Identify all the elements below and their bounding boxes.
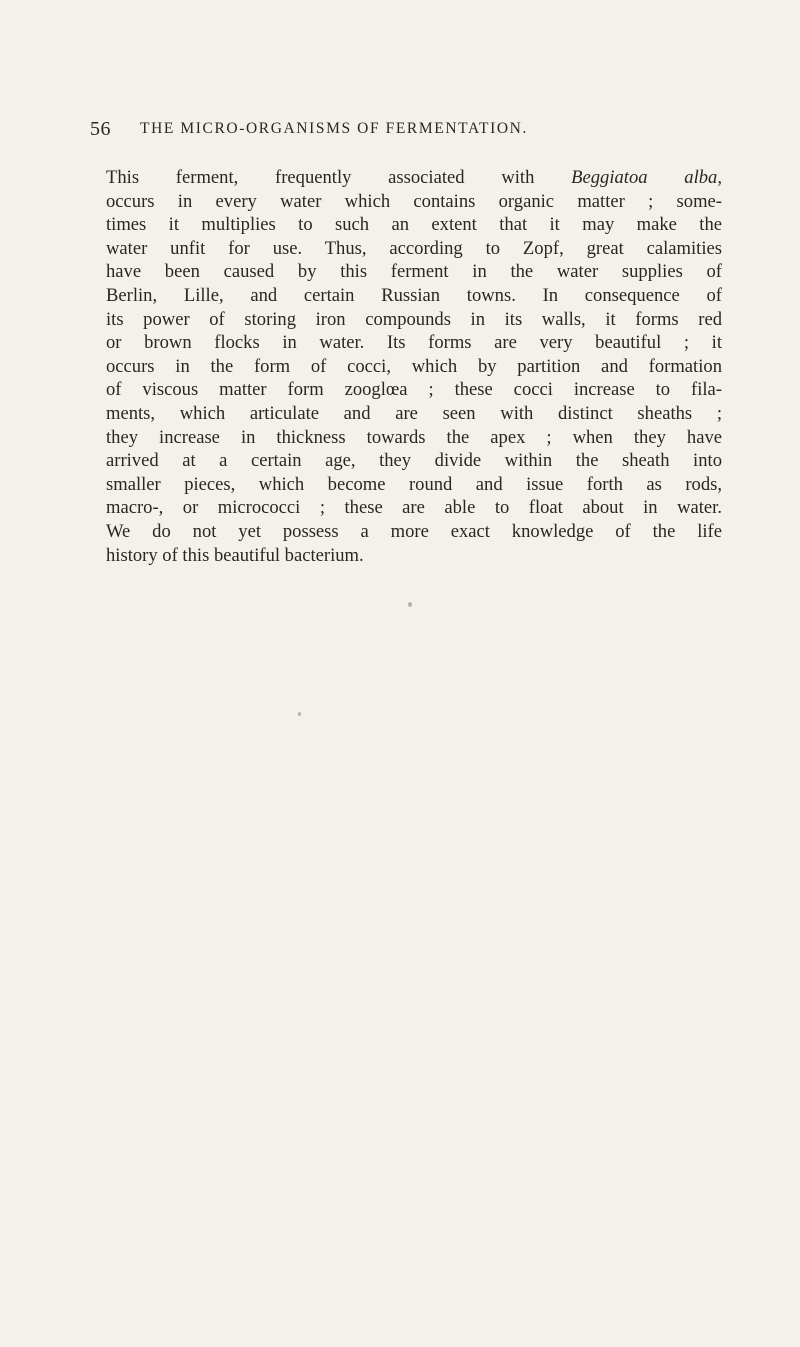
text-line: have been caused by this ferment in the water supplies of [106, 261, 722, 283]
text-line: occurs in the form of cocci, which by partition and formation [106, 355, 722, 377]
text-line: water unfit for use. Thus, according to Zopf, great calamities [106, 237, 722, 259]
paper-speck [298, 712, 301, 716]
body-paragraph [106, 166, 722, 567]
text-line: smaller pieces, which become round and issue forth as rods, [106, 473, 722, 495]
text-line: times it multiplies to such an extent that it may make the [106, 214, 722, 236]
text-line: occurs in every water which contains organic matter ; some- [106, 190, 722, 212]
running-title: THE MICRO-ORGANISMS OF FERMENTATION. [140, 120, 528, 137]
running-header [90, 118, 710, 144]
text-line: history of this beautiful bacterium. [106, 544, 364, 566]
text-line: of viscous matter form zooglœa ; these cocci increase to fila- [106, 379, 722, 401]
text-line: or brown flocks in water. Its forms are very beautiful ; it [106, 332, 722, 354]
paper-speck [408, 602, 412, 607]
text-line: arrived at a certain age, they divide within the sheath into [106, 450, 722, 472]
text-line: macro-, or micrococci ; these are able to float about in water. [106, 497, 722, 519]
text-line: they increase in thickness towards the apex ; when they have [106, 426, 722, 448]
italic-species-name: Beggiatoa alba, [571, 167, 722, 188]
text-segment: This ferment, frequently associated with [106, 167, 572, 188]
text-line: Berlin, Lille, and certain Russian towns. In consequence of [106, 284, 722, 306]
text-line [106, 166, 722, 190]
text-line: its power of storing iron compounds in its walls, it forms red [106, 308, 722, 330]
page-number: 56 [90, 118, 111, 140]
text-line: We do not yet possess a more exact knowledge of the life [106, 520, 722, 542]
text-line: ments, which articulate and are seen with distinct sheaths ; [106, 402, 722, 424]
